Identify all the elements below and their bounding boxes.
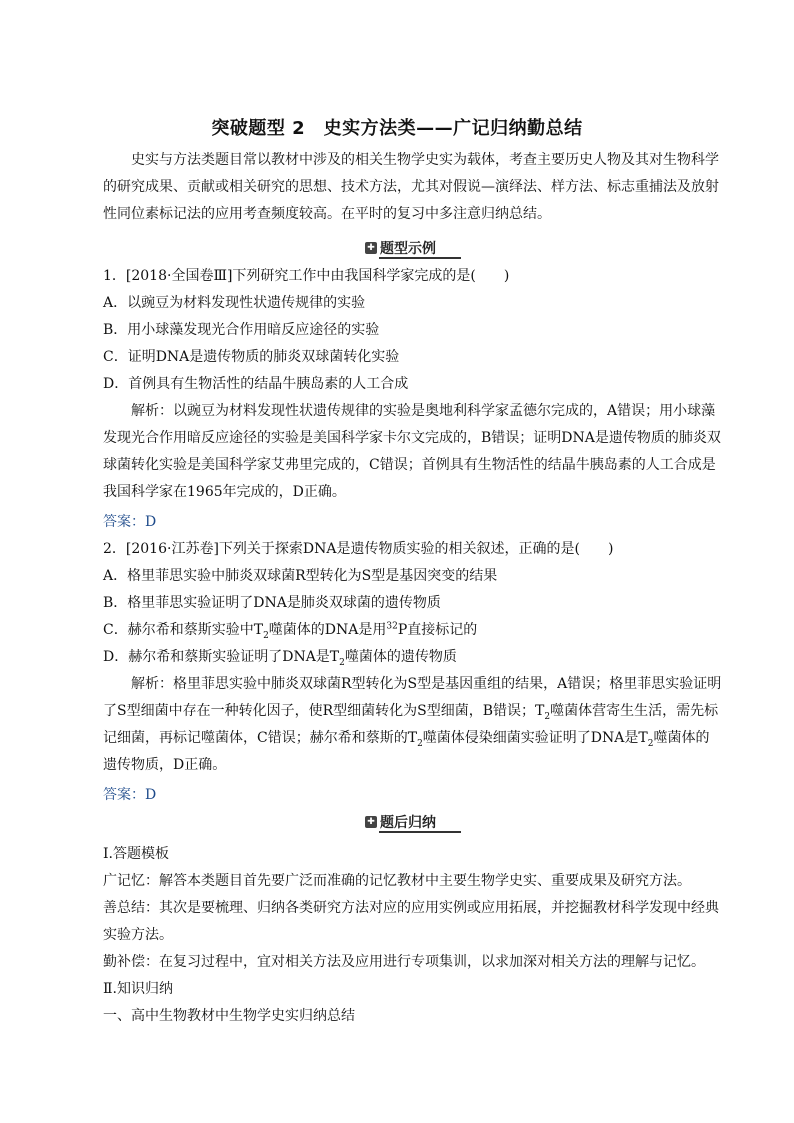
question-1-answer: 答案：D — [103, 514, 157, 530]
page-title: 突破题型 2 史实方法类——广记归纳勤总结 — [211, 118, 583, 139]
question-1-option-d: D．首例具有生物活性的结晶牛胰岛素的人工合成 — [103, 376, 409, 392]
question-2-analysis: 解析：格里菲思实验中肺炎双球菌R型转化为S型是基因重组的结果，A错误；格里菲思实验证明了S型细菌中存在一种转化因子，使R型细菌转化为S型细菌，B错误；$T_2$噬菌体营寄生生活，需先标记细菌，再标记噬菌体，C错误；赫尔希和蔡斯的$T_2$噬菌体侵染细菌实验证明了DNA是$T_2$噬菌体的遗传物质，D正确。 — [103, 676, 722, 773]
summary-heading-knowledge: Ⅱ.知识归纳 — [103, 981, 173, 997]
section-header-underline — [379, 831, 461, 833]
question-1-option-b: B．用小球藻发现光合作用暗反应途径的实验 — [103, 322, 380, 338]
section-header-underline — [379, 257, 461, 259]
section-header-summary — [365, 811, 461, 833]
summary-heading-template: Ⅰ.答题模板 — [103, 846, 169, 862]
intro-paragraph: 史实与方法类题目常以教材中涉及的相关生物学史实为载体，考查主要历史人物及其对生物科学的研究成果、贡献或相关研究的思想、技术方法，尤其对假说—演绎法、样方法、标志重捕法及放射性同位素标记法的应用考查频度较高。在平时的复习中多注意归纳总结。 — [103, 152, 719, 222]
question-1-analysis: 解析：以豌豆为材料发现性状遗传规律的实验是奥地利科学家孟德尔完成的，A错误；用小球藻发现光合作用暗反应途径的实验是美国科学家卡尔文完成的，B错误；证明DNA是遗传物质的肺炎双球菌转化实验是美国科学家艾弗里完成的，C错误；首例具有生物活性的结晶牛胰岛素的人工合成是我国科学家在1965年完成的，D正确。 — [103, 403, 721, 500]
section-header-label: 题型示例 — [380, 241, 436, 257]
question-1-stem: 1．[2018·全国卷Ⅲ]下列研究工作中由我国科学家完成的是( ) — [103, 268, 510, 284]
question-2-option-a: A．格里菲思实验中肺炎双球菌R型转化为S型是基因突变的结果 — [103, 568, 498, 584]
question-1-option-a: A．以豌豆为材料发现性状遗传规律的实验 — [103, 295, 366, 311]
summary-item-remember: 广记忆：解答本类题目首先要广泛而准确的记忆教材中主要生物学史实、重要成果及研究方法。 — [103, 873, 691, 889]
question-1-option-c: C．证明DNA是遗传物质的肺炎双球菌转化实验 — [103, 349, 400, 365]
section-emblem-icon: ✚ — [365, 242, 377, 254]
question-2-option-b: B．格里菲思实验证明了DNA是肺炎双球菌的遗传物质 — [103, 595, 441, 611]
question-2-option-c: C．赫尔希和蔡斯实验中$T_2$噬菌体的DNA是用$^{32}$P直接标记的 — [103, 621, 478, 641]
question-2-stem: 2．[2016·江苏卷]下列关于探索DNA是遗传物质实验的相关叙述，正确的是( ) — [103, 541, 614, 557]
question-2-answer: 答案：D — [103, 787, 157, 803]
summary-subheading-history: 一、高中生物教材中生物学史实归纳总结 — [103, 1008, 355, 1024]
question-2-option-d: D．赫尔希和蔡斯实验证明了DNA是$T_2$噬菌体的遗传物质 — [103, 649, 457, 668]
section-emblem-icon: ✚ — [365, 816, 377, 828]
summary-item-summarize: 善总结：其次是要梳理、归纳各类研究方法对应的应用实例或应用拓展，并挖掘教材科学发现中经典实验方法。 — [103, 900, 719, 943]
section-header-examples — [365, 237, 461, 259]
summary-item-compensate: 勤补偿：在复习过程中，宜对相关方法及应用进行专项集训，以求加深对相关方法的理解与记忆。 — [103, 954, 705, 970]
section-header-label: 题后归纳 — [380, 815, 436, 831]
